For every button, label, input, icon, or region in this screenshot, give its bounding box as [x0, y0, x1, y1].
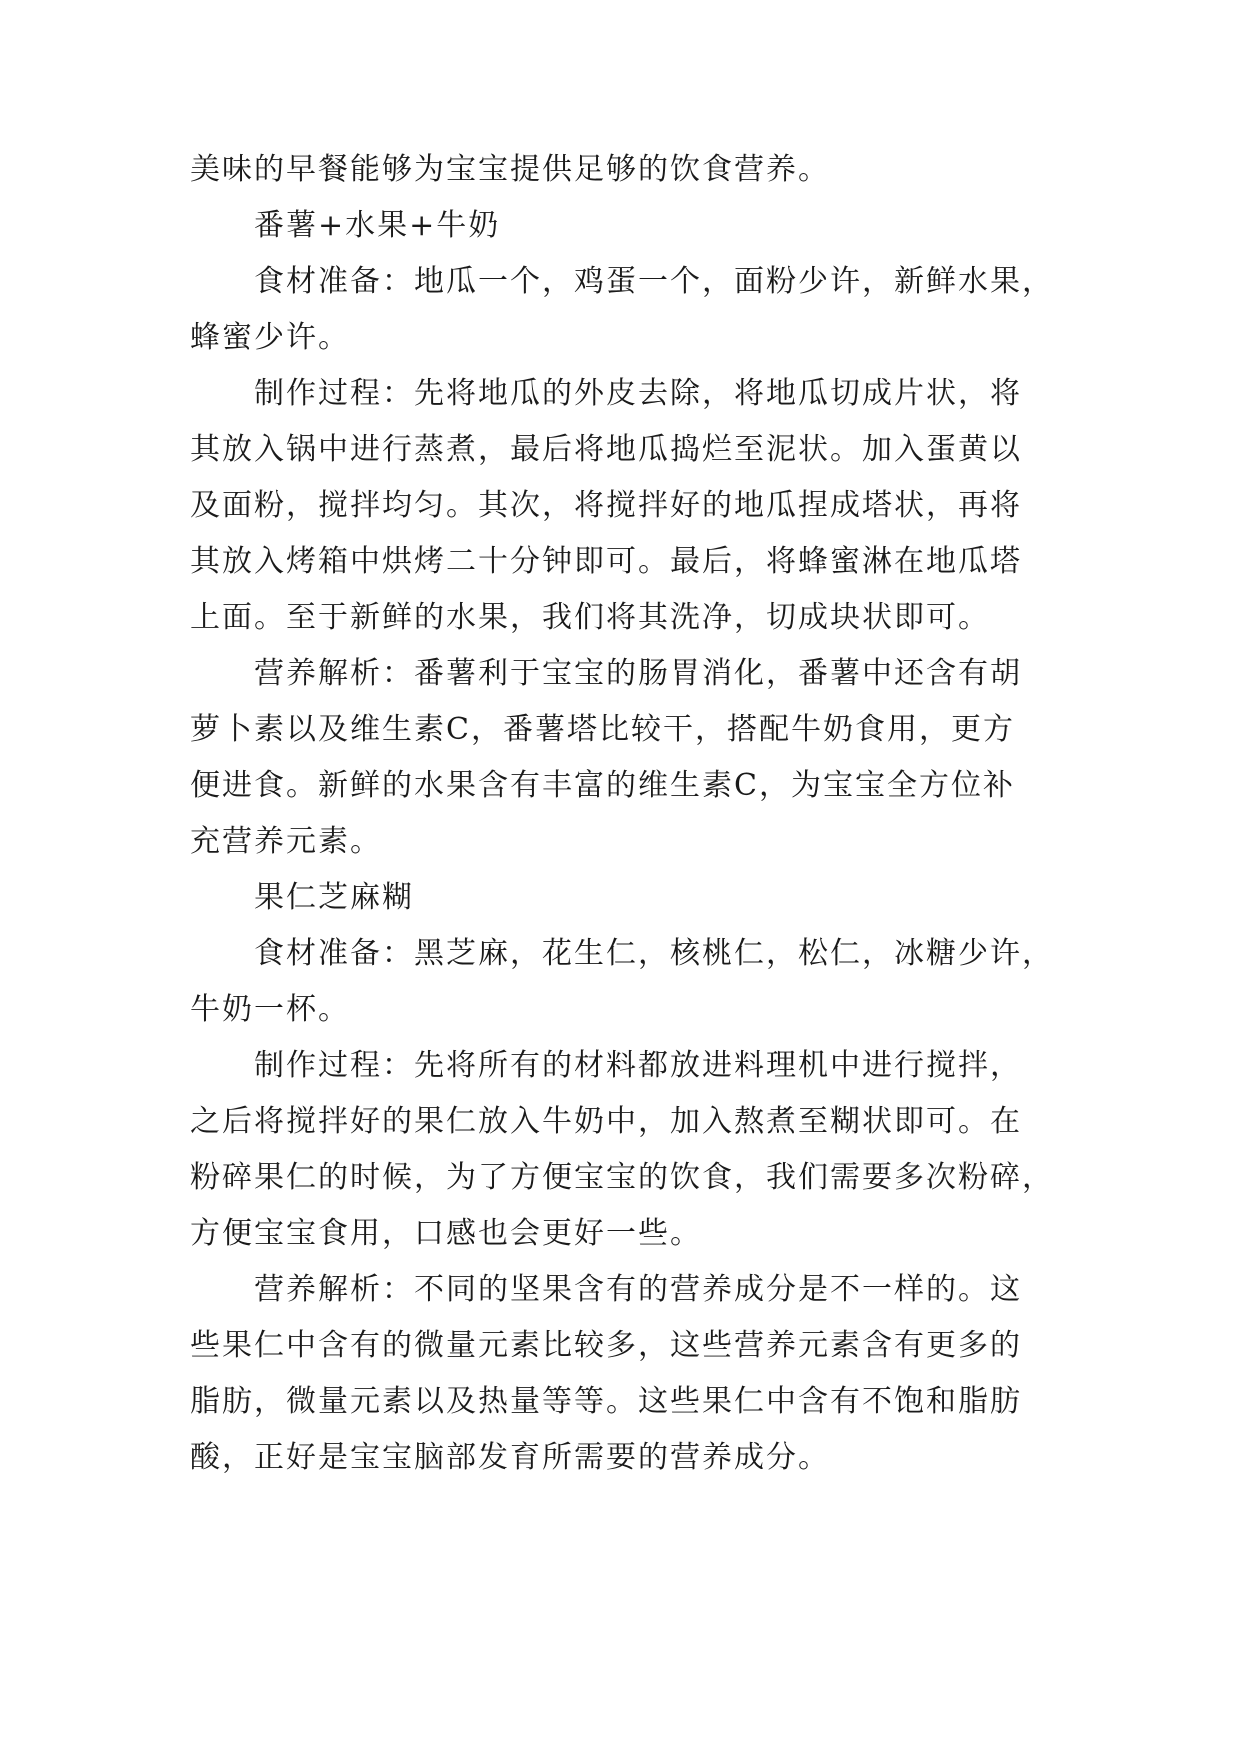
- ingredients-line: 牛奶一杯。: [190, 992, 350, 1027]
- process-line: 上面。至于新鲜的水果，我们将其洗净，切成块状即可。: [190, 600, 990, 635]
- process-line: 制作过程：先将地瓜的外皮去除，将地瓜切成片状，将: [254, 376, 1022, 411]
- ingredients-line: 食材准备：黑芝麻，花生仁，核桃仁，松仁，冰糖少许，: [254, 936, 1054, 971]
- analysis-line: 充营养元素。: [190, 824, 382, 859]
- analysis-line: 营养解析：番薯利于宝宝的肠胃消化，番薯中还含有胡: [254, 656, 1022, 691]
- process-line: 粉碎果仁的时候，为了方便宝宝的饮食，我们需要多次粉碎，: [190, 1160, 1054, 1195]
- analysis-line: 酸，正好是宝宝脑部发育所需要的营养成分。: [190, 1440, 830, 1475]
- process-line: 方便宝宝食用，口感也会更好一些。: [190, 1216, 702, 1251]
- intro-line: 美味的早餐能够为宝宝提供足够的饮食营养。: [190, 152, 830, 187]
- process-line: 制作过程：先将所有的材料都放进料理机中进行搅拌，: [254, 1048, 1022, 1083]
- recipe-title-sweet-potato: 番薯+水果+牛奶: [254, 208, 501, 243]
- ingredients-line: 食材准备：地瓜一个，鸡蛋一个，面粉少许，新鲜水果，: [254, 264, 1054, 299]
- process-line: 其放入锅中进行蒸煮，最后将地瓜捣烂至泥状。加入蛋黄以: [190, 432, 1022, 467]
- analysis-line: 些果仁中含有的微量元素比较多，这些营养元素含有更多的: [190, 1328, 1022, 1363]
- process-line: 其放入烤箱中烘烤二十分钟即可。最后，将蜂蜜淋在地瓜塔: [190, 544, 1022, 579]
- analysis-line: 营养解析：不同的坚果含有的营养成分是不一样的。这: [254, 1272, 1022, 1307]
- ingredients-line: 蜂蜜少许。: [190, 320, 350, 355]
- analysis-line: 便进食。新鲜的水果含有丰富的维生素C，为宝宝全方位补: [190, 768, 1015, 803]
- analysis-line: 萝卜素以及维生素C，番薯塔比较干，搭配牛奶食用，更方: [190, 712, 1015, 747]
- process-line: 之后将搅拌好的果仁放入牛奶中，加入熬煮至糊状即可。在: [190, 1104, 1022, 1139]
- process-line: 及面粉，搅拌均匀。其次，将搅拌好的地瓜捏成塔状，再将: [190, 488, 1022, 523]
- recipe-title-nut-paste: 果仁芝麻糊: [254, 880, 414, 915]
- analysis-line: 脂肪，微量元素以及热量等等。这些果仁中含有不饱和脂肪: [190, 1384, 1022, 1419]
